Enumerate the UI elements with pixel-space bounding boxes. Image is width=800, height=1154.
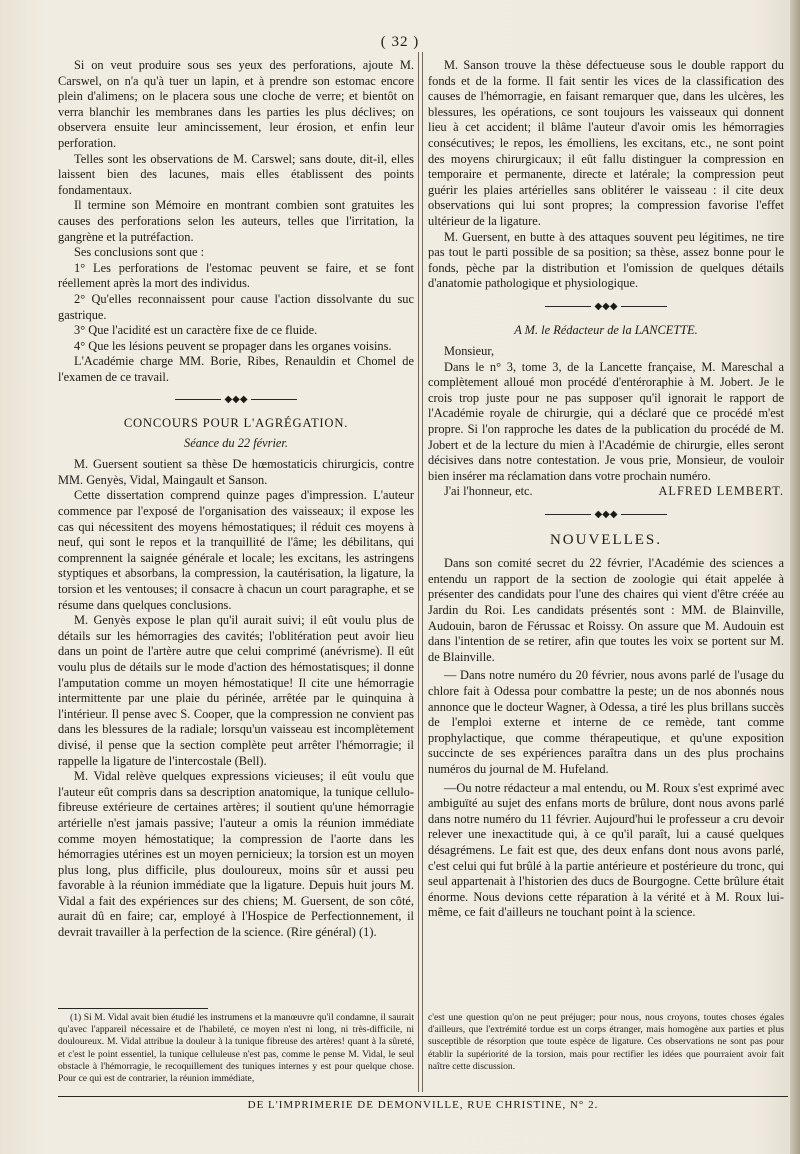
footnote-rule	[58, 1008, 208, 1009]
ornament-divider: ◆◆◆	[428, 506, 784, 523]
news-title: NOUVELLES.	[549, 531, 663, 548]
letter-signature-line	[428, 484, 784, 500]
column-divider-double	[422, 52, 423, 1092]
footnote-text: c'est une question qu'on ne peut préjuger; pour nous, nous croyons, toutes choses égales d'ailleurs, que l'extrémité tordue est un corps étranger, mais homogène aux parties et plus susceptible de résorption que toute espèce de ligature. Ces observations ne sont pas pour établir la supériorité de la torsion, mais pour rectifier les idées que pourraient avoir fait naître cette discussion.	[428, 1012, 784, 1072]
paragraph: M. Sanson trouve la thèse défectueuse sous le double rapport du fonds et de la forme. Il fait sentir les vices de la classification des causes de l'hémorragie, en faisant remarquer que, dans les ulcères, les blessures, les opérations, ce sont toujours les vaisseaux qui donnent lieu à cet accident; il blâme l'auteur d'avoir omis les hémorragies consécutives; le repos, les émolliens, les excitans, etc., ne sont point des moyens chirurgicaux; il eût fallu distinguer la compression en temporaire et permanente, directe et latérale; la compression peut guérir les plaies artérielles sans oblitérer le vaisseau : il cite deux observations qui lui sont propres; la compression favorise l'effet ultérieur de la ligature.	[428, 58, 784, 228]
news-item: Dans son comité secret du 22 février, l'Académie des sciences a entendu un rapport de la section de zoologie qui était appelée à présenter des candidats pour l'une des chaires qui vient d'être créée au Jardin du Roi. Les candidats présentés sont : MM. de Blainville, Audouin, baron de Férussac et Roissy. On assure que M. Audouin est dans l'intention de se retirer, afin que toutes les voix se portent sur M. de Blainville.	[428, 556, 784, 664]
footnote-left	[58, 1012, 414, 1085]
conclusion-item: 4° Que les lésions peuvent se propager dans les organes voisins.	[74, 338, 392, 353]
paragraph: Il termine son Mémoire en montrant combien sont gratuites les causes des perforations selon les auteurs, telles que l'irritation, la gangrène et la putréfaction.	[58, 198, 414, 244]
letter-title: A M. le Rédacteur de la LANCETTE.	[514, 322, 698, 337]
ornament-divider: ◆◆◆	[428, 298, 784, 315]
section-title: CONCOURS POUR L'AGRÉGATION.	[123, 416, 349, 431]
printer-imprint: DE L'IMPRIMERIE DE DEMONVILLE, RUE CHRISTINE, N° 2.	[58, 1096, 788, 1111]
left-column	[58, 58, 414, 941]
paragraph: Telles sont les observations de M. Carswel; sans doute, dit-il, elles laissent bien des lacunes, mais elles établissent des points fondamentaux.	[58, 151, 414, 197]
letter-salutation: Monsieur,	[444, 344, 495, 359]
paragraph: M. Genyès expose le plan qu'il aurait suivi; il eût voulu plus de détails sur les hémorragies des cavités; l'oblitération peut avoir lieu dans un point de l'artère autre que celui comprimé (anévrisme). Il eût voulu plus de détails sur le mode d'action des hémostatisques; il donne l'amputation comme un moyen hémostatique! Il cite une hémorragie intermittente par une plaie du périnée, arrêtée par le quinquina à l'intérieur. Il pense avec S. Cooper, que la compression ne convient pas dans les blessures de la radiale; lorsqu'un vaisseau est incomplètement divisé, il pense que la section complète peut arrêter l'hémorragie; il rappelle la ligature de l'intercostale (Bell).	[58, 613, 414, 768]
paragraph: M. Guersent soutient sa thèse De hœmostaticis chirurgicis, contre MM. Genyès, Vidal, Maingault et Sanson.	[58, 457, 414, 487]
paragraph: Ses conclusions sont que :	[74, 245, 205, 260]
footnote-right	[428, 1012, 784, 1073]
letter-signature: ALFRED LEMBERT.	[658, 484, 784, 499]
paragraph: L'Académie charge MM. Borie, Ribes, Renauldin et Chomel de l'examen de ce travail.	[58, 354, 414, 384]
paragraph: M. Vidal relève quelques expressions vicieuses; il eût voulu que l'auteur eût compris dans sa description anatomique, la tunique cellulo-fibreuse extérieure de certaines artères; il soutient qu'une hémorragie artérielle n'est jamais passive; l'auteur a omis la réunion immédiate comme moyen hémostatique; la compression de l'aorte dans les hémorragies utérines est un moyen pernicieux; la torsion est un moyen plus long, plus difficile, plus douloureux, moins sûr et aussi peu favorable à la réunion immédiate que la ligature. Depuis huit jours M. Vidal a fait des expériences sur des chiens; M. Guersent, de son côté, aurait dû en faire; car, employé à l'Hospice de Perfectionnement, il devrait travailler à la perfection de la science. (Rire général) (1).	[58, 769, 414, 940]
letter-closing: J'ai l'honneur, etc.	[444, 484, 533, 499]
conclusion-item: 3° Que l'acidité est un caractère fixe de ce fluide.	[74, 323, 318, 338]
conclusion-item: 1° Les perforations de l'estomac peuvent se faire, et se font réellement après la mort des individus.	[58, 260, 414, 291]
conclusion-item: 2° Qu'elles reconnaissent pour cause l'action dissolvante du suc gastrique.	[58, 291, 414, 322]
ornament-divider: ◆◆◆	[58, 391, 414, 408]
letter-body: Dans le n° 3, tome 3, de la Lancette française, M. Mareschal a complètement alloué mon procédé d'entéroraphie à M. Jobert. Je le crois trop juste pour ne pas supposer qu'il ignorait le rapport de l'Académie royale de chirurgie, qui a déclaré que ce procédé m'est propre. Si l'on rapproche les dates de la publication du procédé de M. Jobert et de la lecture du mien à l'Académie de chirurgie, elles seront décisives dans notre contestation. Je vous prie, Monsieur, de vouloir bien insérer ma réclamation dans votre prochain numéro.	[428, 359, 784, 483]
footnote-text: (1) Si M. Vidal avait bien étudié les instrumens et la manœuvre qu'il condamne, il saurait qu'avec l'appareil nécessaire et de l'habileté, ce moyen n'est ni long, ni très-difficile, ni douloureux. M. Vidal attribue la douleur à la tunique fibreuse des artères! quant à la sûreté, et c'est le point essentiel, la tunique celluleuse n'est pas, comme le pense M. Vidal, le seul obstacle à l'hémorragie, le recoquillement des tuniques internes y est pour quelque chose. Pour ce qui est de contrarier, la réunion immédiate,	[58, 1012, 414, 1085]
news-item: — Dans notre numéro du 20 février, nous avons parlé de l'usage du chlore fait à Odessa pour combattre la peste; un de nos abonnés nous annonce que le docteur Wagner, à Odessa, a tiré les plus brillans succès de l'emploi externe et interne de ce remède, tant comme prophylactique, que comme thérapeutique, et qu'une exposition succincte de ses expériences paraîtra dans un des plus prochains numéros du journal de M. Hufeland.	[428, 668, 784, 776]
page-edge	[790, 0, 800, 1154]
paragraph: M. Guersent, en butte à des attaques souvent peu légitimes, ne tire pas tout le parti possible de sa position; sa thèse, assez bonne pour le fonds, pèche par la distribution et l'omission de quelques détails d'anatomie pathologique et physiologique.	[428, 229, 784, 291]
paragraph: Si on veut produire sous ses yeux des perforations, ajoute M. Carswel, on n'a qu'à tuer un lapin, et à prendre son estomac encore plein d'alimens; on le placera sous une cloche de verre; et bientôt on verra blanchir les membranes dans les parties les plus déclives; on observera ensuite leur amincissement, leur érosion, et enfin leur perforation.	[58, 58, 414, 150]
page-number: ( 32 )	[380, 34, 420, 50]
column-divider	[418, 52, 419, 1092]
news-item: —Ou notre rédacteur a mal entendu, ou M. Roux s'est exprimé avec ambiguïté au sujet des enfans morts de brûlure, dont nous avons parlé dans notre numéro du 11 février. Aujourd'hui le professeur a cru devoir relever une inexactitude qui, à ce qu'il paraît, lui a causé quelques désagrémens. Le fait est que, des deux enfans dont nous avons parlé, c'est celui qui fut brûlé à la partie antérieure et postérieure du tronc, qui seul appartenait à l'historien des ducs de Bourgogne. Cette brûlure était énorme. Nous devions cette réparation à la vérité et à M. Roux lui-même, ce fait d'ailleurs ne touchant point à la science.	[428, 780, 784, 920]
section-date: Séance du 22 février.	[184, 435, 288, 450]
paragraph: Cette dissertation comprend quinze pages d'impression. L'auteur commence par l'exposé de l'organisation des vaisseaux; il expose les cas qui nécessitent des moyens hémostatiques; il réduit ces moyens à neuf, qui sont le repos et la tranquillité de l'âme; les débilitans, qui comprennent la saignée générale et locale; les excitans, les astringens styptiques et absorbans, la compression, la cautérisation, la ligature, la torsion et les ventouses; il consacre à chacun un court paragraphe, et se résume dans quelques conclusions.	[58, 488, 414, 612]
right-column	[428, 58, 784, 921]
